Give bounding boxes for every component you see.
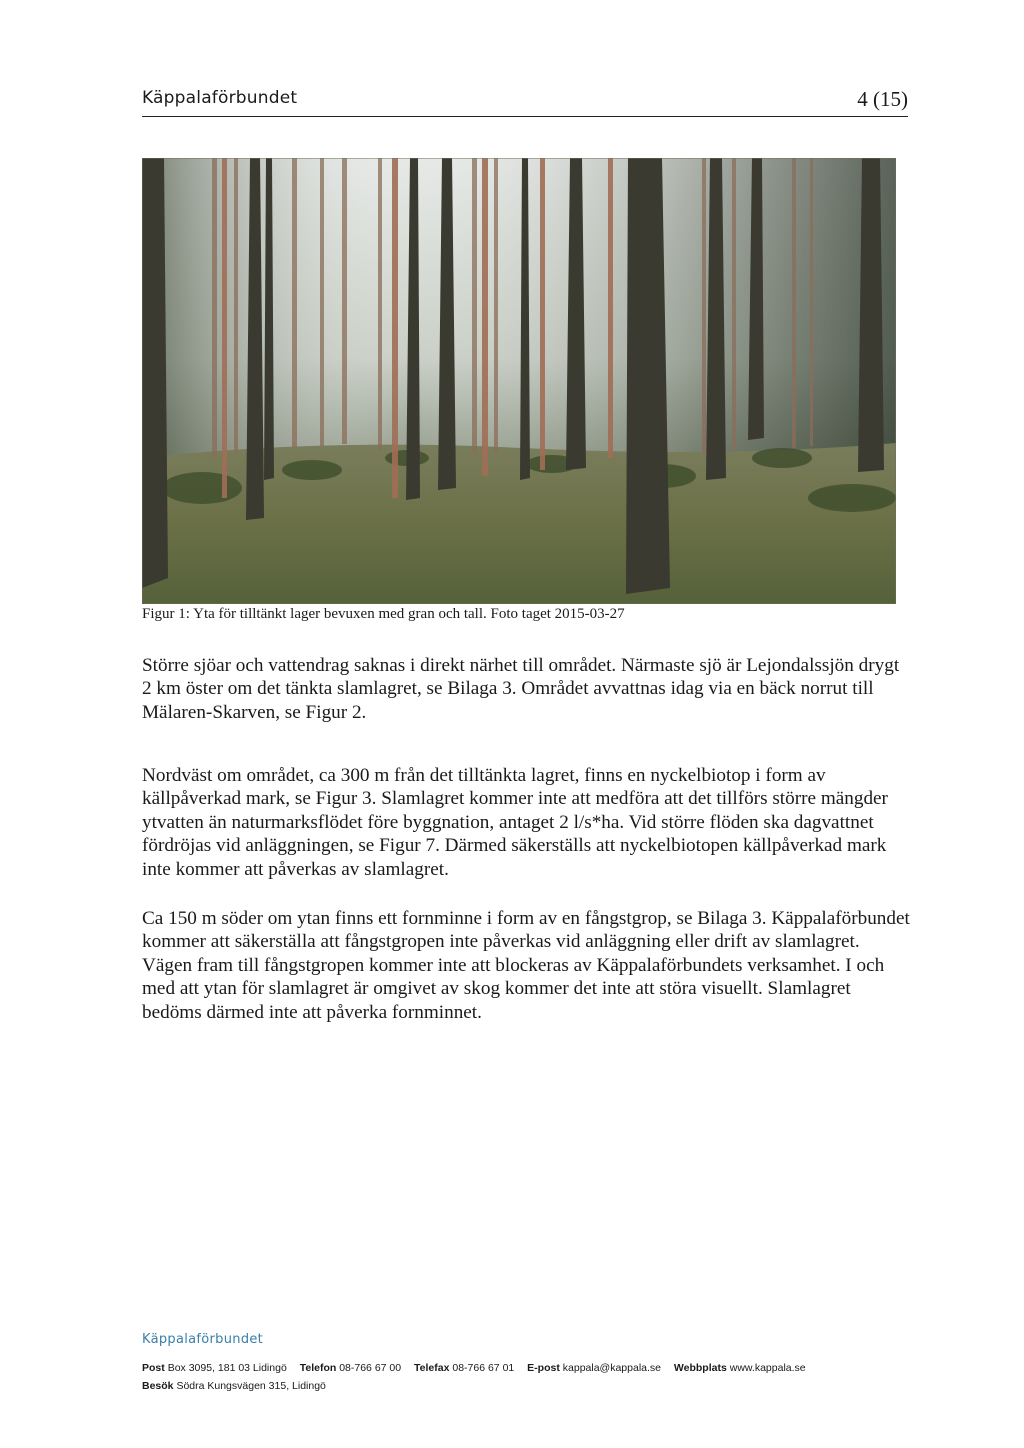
footer-web-label: Webbplats [673, 1362, 727, 1374]
footer-phone-label: Telefon [299, 1362, 337, 1374]
paragraph-lakes: Större sjöar och vattendrag saknas i direkt närhet till området. Närmaste sjö är Lejondalssjön drygt 2 km öster om det tänkta slamlagret, se Bilaga 3. Området avvattnas idag via en bäck norrut till Mälaren-Skarven, se Figur 2. [142, 655, 900, 723]
forest-photo [142, 158, 896, 604]
page-header [142, 86, 908, 117]
footer-org-name: Käppalaförbundet [142, 1332, 264, 1347]
paragraph-key-biotope: Nordväst om området, ca 300 m från det tilltänkta lagret, finns en nyckelbiotop i form av källpåverkad mark, se Figur 3. Slamlagret kommer inte att medföra att det tillförs större mängder ytvatten än naturmarksflödet före byggnation, antaget 2 l/s*ha. Vid större flöden ska dagvattnet fördröjas vid anläggningen, se Figur 7. Därmed säkerställs att nyckelbiotopen källpåverkad mark inte kommer att påverkas av slamlagret. [142, 765, 888, 880]
header-title: Käppalaförbundet [142, 88, 298, 108]
footer-web-value[interactable]: www.kappala.se [729, 1362, 806, 1374]
footer-email-label: E-post [527, 1362, 560, 1374]
footer-visit-value: Södra Kungsvägen 315, Lidingö [176, 1380, 326, 1392]
footer-phone-value: 08-766 67 00 [339, 1362, 402, 1374]
footer-email-value[interactable]: kappala@kappala.se [562, 1362, 661, 1374]
footer-contact-line-2 [142, 1377, 942, 1395]
paragraph-ancient-monument: Ca 150 m söder om ytan finns ett fornminne i form av en fångstgrop, se Bilaga 3. Käppalaförbundet kommer att säkerställa att fångstgropen inte påverkas vid anläggning eller drift av slamlagret. Vägen fram till fångstgropen kommer inte att blockeras av Käppalaförbundets verksamhet. I och med att ytan för slamlagret är omgivet av skog kommer det inte att störa visuellt. Slamlagret bedöms därmed inte att påverka fornminnet. [142, 908, 910, 1023]
footer-contact-line-1 [142, 1359, 942, 1377]
figure-caption: Figur 1: Yta för tilltänkt lager bevuxen med gran och tall. Foto taget 2015-03-27 [142, 606, 625, 622]
footer-contact [142, 1359, 942, 1395]
page-number: 4 (15) [857, 87, 908, 111]
footer-post-label: Post [142, 1362, 165, 1374]
footer-visit-label: Besök [142, 1380, 174, 1392]
footer-post-value: Box 3095, 181 03 Lidingö [167, 1362, 287, 1374]
footer-fax-label: Telefax [414, 1362, 450, 1374]
footer-fax-value: 08-766 67 01 [452, 1362, 515, 1374]
